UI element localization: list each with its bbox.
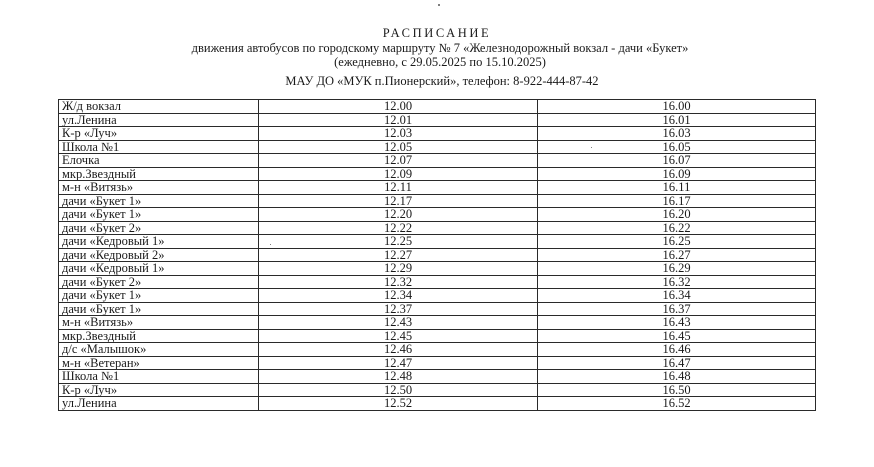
stop-name: Школа №1 bbox=[59, 370, 259, 384]
scan-speck bbox=[591, 147, 592, 148]
departure-time-midday: 12.32 bbox=[259, 275, 538, 289]
stop-name: Школа №1 bbox=[59, 140, 259, 154]
departure-time-afternoon: 16.27 bbox=[538, 248, 816, 262]
table-row bbox=[59, 397, 816, 411]
table-row bbox=[59, 262, 816, 276]
scan-speck bbox=[270, 244, 271, 245]
table-row bbox=[59, 370, 816, 384]
table-row bbox=[59, 208, 816, 222]
departure-time-midday: 12.43 bbox=[259, 316, 538, 330]
table-row bbox=[59, 235, 816, 249]
departure-time-afternoon: 16.45 bbox=[538, 329, 816, 343]
departure-time-afternoon: 16.17 bbox=[538, 194, 816, 208]
departure-time-midday: 12.05 bbox=[259, 140, 538, 154]
departure-time-midday: 12.20 bbox=[259, 208, 538, 222]
departure-time-afternoon: 16.00 bbox=[538, 100, 816, 114]
stop-name: дачи «Кедровый 2» bbox=[59, 248, 259, 262]
departure-time-afternoon: 16.43 bbox=[538, 316, 816, 330]
table-row bbox=[59, 248, 816, 262]
departure-time-afternoon: 16.09 bbox=[538, 167, 816, 181]
departure-time-midday: 12.25 bbox=[259, 235, 538, 249]
departure-time-midday: 12.37 bbox=[259, 302, 538, 316]
document-title: РАСПИСАНИЕ bbox=[382, 26, 492, 40]
departure-time-afternoon: 16.34 bbox=[538, 289, 816, 303]
table-row bbox=[59, 329, 816, 343]
table-row bbox=[59, 343, 816, 357]
departure-time-midday: 12.00 bbox=[259, 100, 538, 114]
schedule-table bbox=[58, 99, 816, 411]
departure-time-midday: 12.52 bbox=[259, 397, 538, 411]
stop-name: дачи «Букет 1» bbox=[59, 289, 259, 303]
table-row bbox=[59, 275, 816, 289]
stop-name: м-н «Витязь» bbox=[59, 316, 259, 330]
departure-time-midday: 12.17 bbox=[259, 194, 538, 208]
departure-time-afternoon: 16.48 bbox=[538, 370, 816, 384]
departure-time-midday: 12.45 bbox=[259, 329, 538, 343]
table-row bbox=[59, 154, 816, 168]
departure-time-afternoon: 16.20 bbox=[538, 208, 816, 222]
stop-name: м-н «Ветеран» bbox=[59, 356, 259, 370]
organization-contact: МАУ ДО «МУК п.Пионерский», телефон: 8-922-444-87-42 bbox=[285, 74, 599, 88]
stop-name: ул.Ленина bbox=[59, 397, 259, 411]
stop-name: дачи «Кедровый 1» bbox=[59, 262, 259, 276]
departure-time-midday: 12.47 bbox=[259, 356, 538, 370]
scan-speck bbox=[438, 4, 440, 6]
departure-time-afternoon: 16.29 bbox=[538, 262, 816, 276]
stop-name: мкр.Звездный bbox=[59, 329, 259, 343]
stop-name: дачи «Букет 1» bbox=[59, 194, 259, 208]
table-row bbox=[59, 194, 816, 208]
stop-name: Елочка bbox=[59, 154, 259, 168]
table-row bbox=[59, 100, 816, 114]
departure-time-afternoon: 16.32 bbox=[538, 275, 816, 289]
departure-time-afternoon: 16.07 bbox=[538, 154, 816, 168]
departure-time-afternoon: 16.52 bbox=[538, 397, 816, 411]
stop-name: К-р «Луч» bbox=[59, 127, 259, 141]
departure-time-afternoon: 16.46 bbox=[538, 343, 816, 357]
departure-time-afternoon: 16.22 bbox=[538, 221, 816, 235]
table-row bbox=[59, 127, 816, 141]
table-row bbox=[59, 316, 816, 330]
table-row bbox=[59, 289, 816, 303]
departure-time-midday: 12.01 bbox=[259, 113, 538, 127]
departure-time-midday: 12.27 bbox=[259, 248, 538, 262]
table-row bbox=[59, 356, 816, 370]
table-row bbox=[59, 383, 816, 397]
departure-time-midday: 12.03 bbox=[259, 127, 538, 141]
stop-name: д/с «Малышок» bbox=[59, 343, 259, 357]
validity-period: (ежедневно, с 29.05.2025 по 15.10.2025) bbox=[334, 55, 546, 69]
departure-time-afternoon: 16.47 bbox=[538, 356, 816, 370]
departure-time-afternoon: 16.11 bbox=[538, 181, 816, 195]
departure-time-midday: 12.34 bbox=[259, 289, 538, 303]
table-row bbox=[59, 302, 816, 316]
stop-name: дачи «Букет 2» bbox=[59, 221, 259, 235]
stop-name: дачи «Букет 1» bbox=[59, 208, 259, 222]
departure-time-midday: 12.29 bbox=[259, 262, 538, 276]
departure-time-midday: 12.50 bbox=[259, 383, 538, 397]
departure-time-midday: 12.09 bbox=[259, 167, 538, 181]
stop-name: мкр.Звездный bbox=[59, 167, 259, 181]
departure-time-midday: 12.11 bbox=[259, 181, 538, 195]
stop-name: дачи «Букет 1» bbox=[59, 302, 259, 316]
departure-time-afternoon: 16.37 bbox=[538, 302, 816, 316]
departure-time-afternoon: 16.05 bbox=[538, 140, 816, 154]
table-row bbox=[59, 167, 816, 181]
departure-time-afternoon: 16.03 bbox=[538, 127, 816, 141]
table-row bbox=[59, 181, 816, 195]
stop-name: дачи «Кедровый 1» bbox=[59, 235, 259, 249]
departure-time-midday: 12.22 bbox=[259, 221, 538, 235]
table-row bbox=[59, 140, 816, 154]
departure-time-midday: 12.07 bbox=[259, 154, 538, 168]
table-row bbox=[59, 113, 816, 127]
departure-time-midday: 12.46 bbox=[259, 343, 538, 357]
schedule-body bbox=[59, 100, 816, 411]
departure-time-afternoon: 16.01 bbox=[538, 113, 816, 127]
stop-name: м-н «Витязь» bbox=[59, 181, 259, 195]
departure-time-midday: 12.48 bbox=[259, 370, 538, 384]
departure-time-afternoon: 16.25 bbox=[538, 235, 816, 249]
stop-name: дачи «Букет 2» bbox=[59, 275, 259, 289]
stop-name: Ж/д вокзал bbox=[59, 100, 259, 114]
stop-name: К-р «Луч» bbox=[59, 383, 259, 397]
departure-time-afternoon: 16.50 bbox=[538, 383, 816, 397]
stop-name: ул.Ленина bbox=[59, 113, 259, 127]
table-row bbox=[59, 221, 816, 235]
route-description: движения автобусов по городскому маршруту № 7 «Железнодорожный вокзал - дачи «Букет» bbox=[191, 41, 689, 55]
